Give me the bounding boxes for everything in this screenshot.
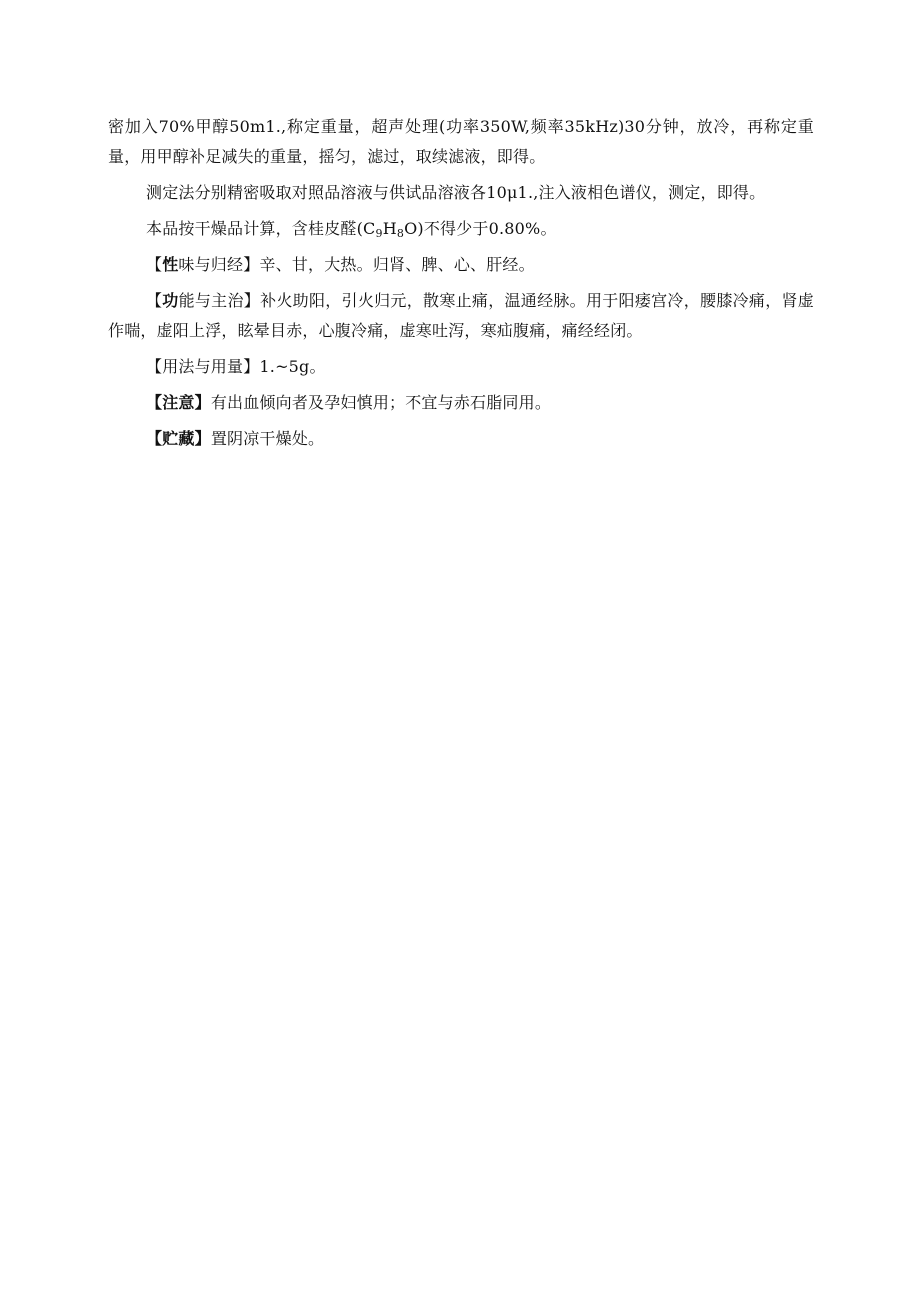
paragraph-usage-dosage bbox=[108, 352, 814, 382]
section-label-bold-char: 功 bbox=[162, 291, 179, 310]
formula-subscript-carbon: 9 bbox=[375, 227, 383, 240]
paragraph-storage bbox=[108, 424, 814, 454]
section-label-bold-char: 性 bbox=[162, 255, 179, 274]
paragraph-sample-prep: 密加入70%甲醇50m1.,称定重量，超声处理(功率350W,频率35kHz)30分钟，放冷，再称定重量，用甲醇补足减失的重量，摇匀，滤过，取续滤液，即得。 bbox=[108, 117, 814, 166]
section-label-open-bracket: 【 bbox=[146, 291, 163, 310]
section-text: 有出血倾向者及孕妇慎用；不宜与赤石脂同用。 bbox=[210, 393, 552, 412]
formula-hydrogen: H bbox=[382, 219, 397, 238]
document-page bbox=[108, 112, 814, 460]
section-label: 【用法与用量】 bbox=[146, 357, 260, 376]
section-text: 辛、甘，大热。归肾、脾、心、肝经。 bbox=[259, 255, 535, 274]
paragraph-precautions bbox=[108, 388, 814, 418]
paragraph-functions-indications bbox=[108, 286, 814, 346]
paragraph-nature-meridian bbox=[108, 250, 814, 280]
paragraph-assay-method: 测定法分别精密吸取对照品溶液与供试品溶液各10μ1.,注入液相色谱仪，测定，即得。 bbox=[146, 183, 766, 202]
section-label-rest: 能与主治】 bbox=[178, 291, 261, 310]
content-limit-text-start: 本品按干燥品计算，含桂皮醛(C bbox=[146, 219, 376, 238]
paragraph-content-limit bbox=[108, 214, 814, 244]
section-text: 补火助阳，引火归元，散寒止痛，温通经脉。用于阳痿宫冷，腰膝冷痛，肾虚作喘，虚阳上浮，眩晕目赤，心腹冷痛，虚寒吐泻，寒疝腹痛，痛经经闭。 bbox=[108, 291, 814, 340]
content-limit-text-end: O)不得少于0.80%。 bbox=[404, 219, 557, 238]
section-label-rest: 味与归经】 bbox=[178, 255, 260, 274]
section-label-open-bracket: 【 bbox=[146, 255, 163, 274]
section-label: 【注意】 bbox=[146, 393, 211, 412]
section-label: 【贮藏】 bbox=[146, 429, 211, 448]
section-text: 置阴凉干燥处。 bbox=[210, 429, 325, 448]
formula-subscript-hydrogen: 8 bbox=[396, 227, 405, 240]
section-text: 1.~5g。 bbox=[259, 357, 326, 376]
